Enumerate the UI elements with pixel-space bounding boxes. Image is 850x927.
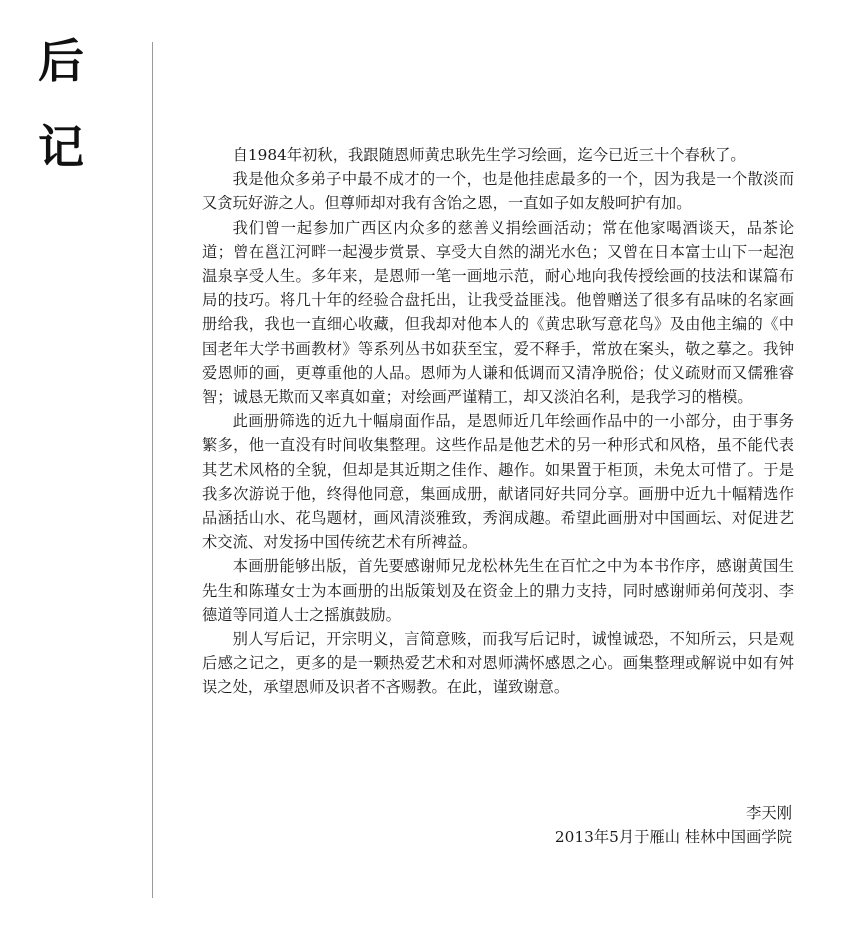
paragraph-3: 我们曾一起参加广西区内众多的慈善义捐绘画活动；常在他家喝酒谈天，品茶论道；曾在邕江河畔一起漫步赏景、享受大自然的湖光水色；又曾在日本富士山下一起泡温泉享受人生。多年来，是恩师一笔一画地示范，耐心地向我传授绘画的技法和谋篇布局的技巧。将几十年的经验合盘托出，让我受益匪浅。他曾赠送了很多有品味的名家画册给我，我也一直细心收藏，但我却对他本人的《黄忠耿写意花鸟》及由他主编的《中国老年大学书画教材》等系列丛书如获至宝，爱不释手，常放在案头，敬之摹之。我钟爱恩师的画，更尊重他的人品。恩师为人谦和低调而又清净脱俗；仗义疏财而又儒雅睿智；诚恳无欺而又率真如童；对绘画严谨精工，却又淡泊名利，是我学习的楷模。 <box>202 218 794 407</box>
page-heading <box>38 34 102 174</box>
paragraph-6: 别人写后记，开宗明义，言简意赅，而我写后记时，诚惶诚恐，不知所云，只是观后感之记之，更多的是一颗热爱艺术和对恩师满怀感恩之心。画集整理或解说中如有舛误之处，承望恩师及识者不吝赐教。在此，谨致谢意。 <box>202 630 794 697</box>
signature-author: 李天刚 <box>746 804 792 822</box>
paragraph-2: 我是他众多弟子中最不成才的一个，也是他挂虑最多的一个，因为我是一个散淡而又贪玩好游之人。但尊师却对我有含饴之恩，一直如子如友般呵护有加。 <box>202 170 794 213</box>
vertical-divider <box>152 42 153 898</box>
afterword-body <box>202 143 794 700</box>
paragraph-4: 此画册筛选的近九十幅扇面作品，是恩师近几年绘画作品中的一小部分，由于事务繁多，他一直没有时间收集整理。这些作品是他艺术的另一种形式和风格，虽不能代表其艺术风格的全貌，但却是其近期之佳作、趣作。如果置于柜顶，未免太可惜了。于是我多次游说于他，终得他同意，集画成册，献诸同好共同分享。画册中近九十幅精选作品涵括山水、花鸟题材，画风清淡雅致，秀润成趣。希望此画册对中国画坛、对促进艺术交流、对发扬中国传统艺术有所裨益。 <box>202 412 794 552</box>
paragraph-5: 本画册能够出版，首先要感谢师兄龙松林先生在百忙之中为本书作序，感谢黄国生先生和陈瑾女士为本画册的出版策划及在资金上的鼎力支持，同时感谢师弟何茂羽、李德道等同道人士之摇旗鼓励。 <box>202 557 794 624</box>
heading-char-2: 记 <box>38 120 84 174</box>
signature-block <box>555 801 792 849</box>
paragraph-1: 自1984年初秋，我跟随恩师黄忠耿先生学习绘画，迄今已近三十个春秋了。 <box>232 146 746 164</box>
signature-date-place: 2013年5月于雁山 桂林中国画学院 <box>554 828 792 847</box>
heading-char-1: 后 <box>38 34 84 88</box>
